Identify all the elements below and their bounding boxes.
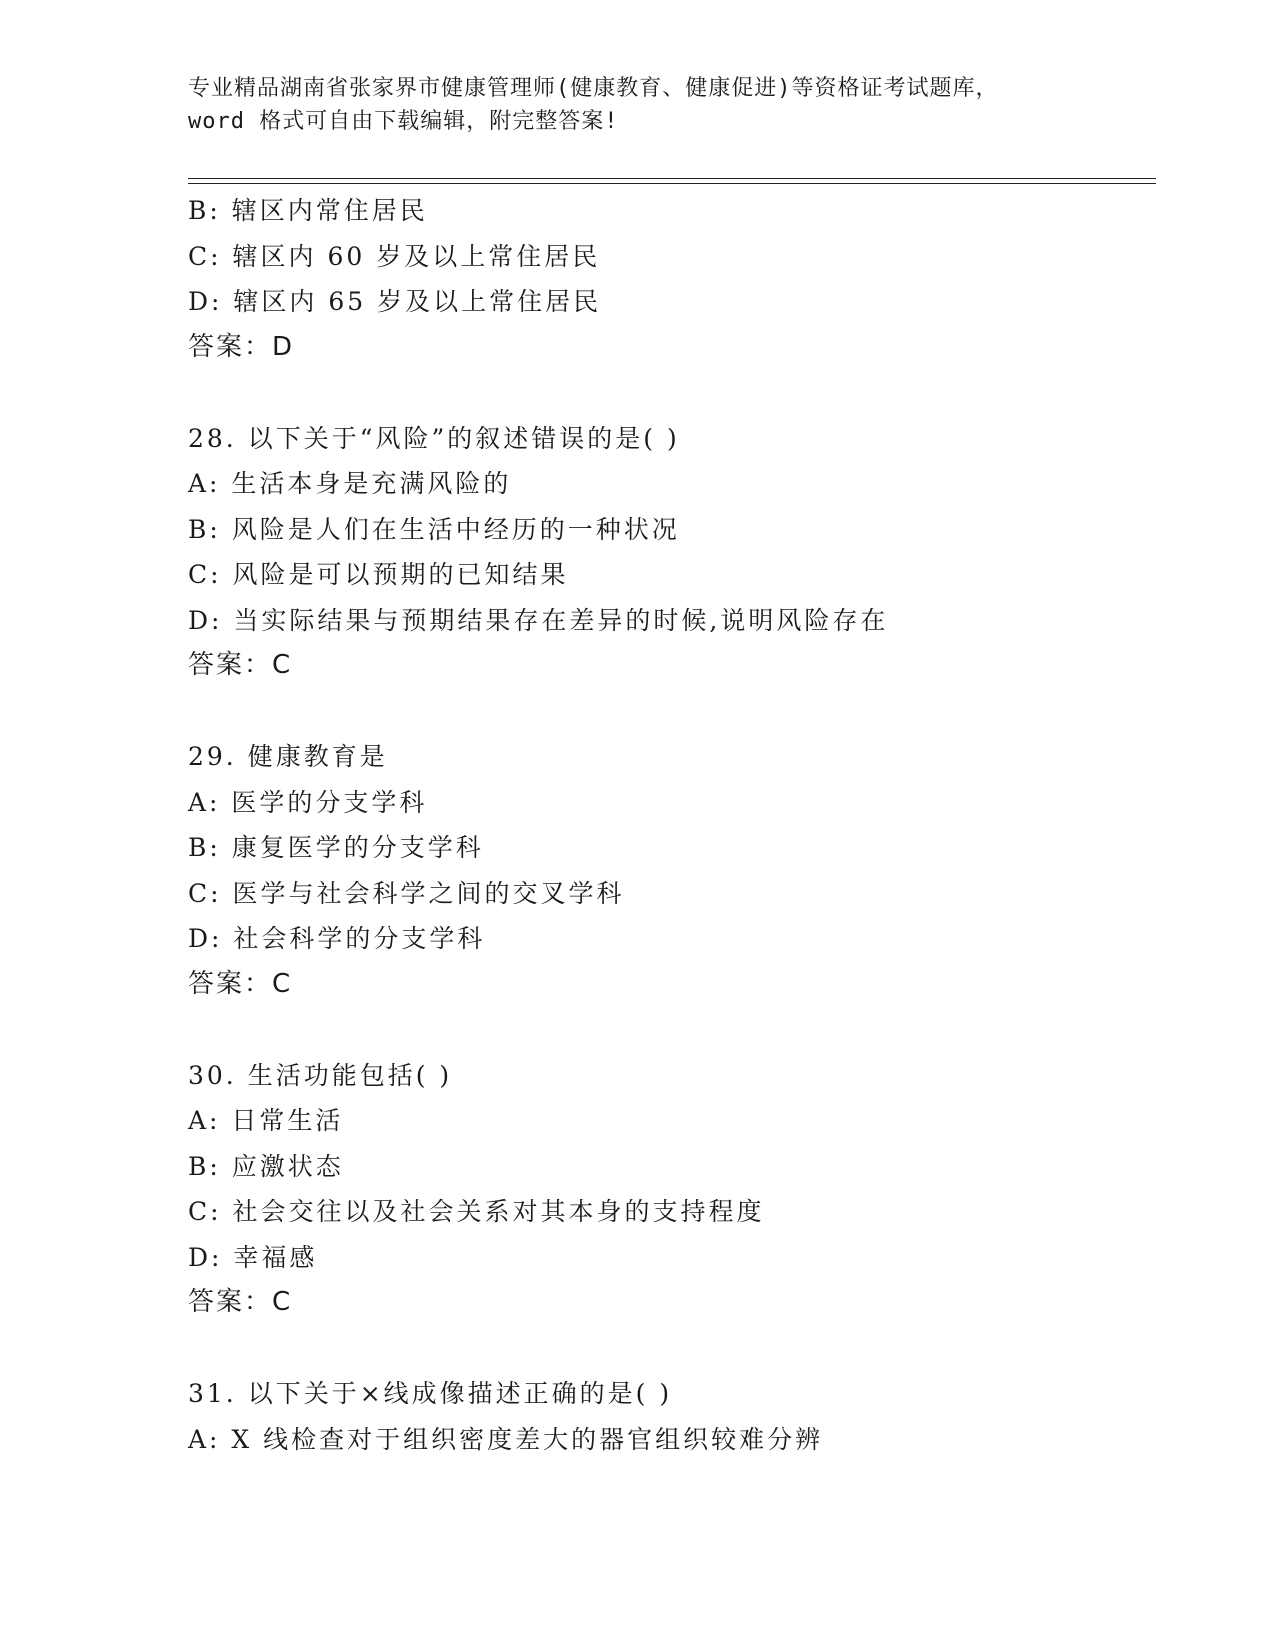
- question-title: 30. 生活功能包括( ): [188, 1060, 453, 1090]
- option-d: D: 当实际结果与预期结果存在差异的时候,说明风险存在: [188, 605, 889, 635]
- header-line-2: word 格式可自由下载编辑，附完整答案!: [188, 109, 619, 134]
- question-28: [188, 416, 1148, 689]
- document-header: [188, 72, 1088, 138]
- option-b: B: 康复医学的分支学科: [188, 833, 484, 862]
- option-a: A: 日常生活: [188, 1106, 344, 1135]
- spacer: [188, 689, 1148, 735]
- option-a: A: 医学的分支学科: [188, 787, 428, 817]
- carryover-question: [188, 188, 1148, 370]
- question-title: 29. 健康教育是: [188, 742, 388, 771]
- answer-line: 答案：C: [188, 650, 293, 680]
- answer-line: 答案：C: [188, 968, 293, 999]
- option-b: B: 辖区内常住居民: [188, 196, 428, 225]
- option-c: C: 社会交往以及社会关系对其本身的支持程度: [188, 1197, 765, 1226]
- spacer: [188, 1007, 1148, 1053]
- option-c: C: 风险是可以预期的已知结果: [188, 560, 569, 589]
- option-d: D: 社会科学的分支学科: [188, 924, 486, 953]
- option-c: C: 医学与社会科学之间的交叉学科: [188, 878, 625, 908]
- option-a: A: 生活本身是充满风险的: [188, 469, 512, 498]
- option-c: C: 辖区内 60 岁及以上常住居民: [188, 241, 601, 271]
- option-b: B: 应激状态: [188, 1151, 344, 1181]
- header-divider-top: [188, 178, 1156, 179]
- question-title: 31. 以下关于×线成像描述正确的是( ): [188, 1379, 673, 1408]
- question-30: [188, 1053, 1148, 1326]
- header-divider-bottom: [188, 183, 1156, 184]
- answer-line: 答案：D: [188, 331, 295, 362]
- spacer: [188, 1326, 1148, 1372]
- answer-line: 答案：C: [188, 1287, 293, 1317]
- question-title: 28. 以下关于“风险”的叙述错误的是( ): [188, 423, 680, 453]
- question-list: [188, 188, 1148, 1462]
- option-a: A: X 线检查对于组织密度差大的器官组织较难分辨: [188, 1424, 824, 1454]
- option-b: B: 风险是人们在生活中经历的一种状况: [188, 514, 680, 544]
- question-29: [188, 734, 1148, 1007]
- option-d: D: 辖区内 65 岁及以上常住居民: [188, 287, 602, 316]
- spacer: [188, 370, 1148, 416]
- header-line-1: 专业精品湖南省张家界市健康管理师(健康教育、健康促进)等资格证考试题库，: [188, 76, 999, 101]
- option-d: D: 幸福感: [188, 1242, 318, 1272]
- question-31: [188, 1371, 1148, 1462]
